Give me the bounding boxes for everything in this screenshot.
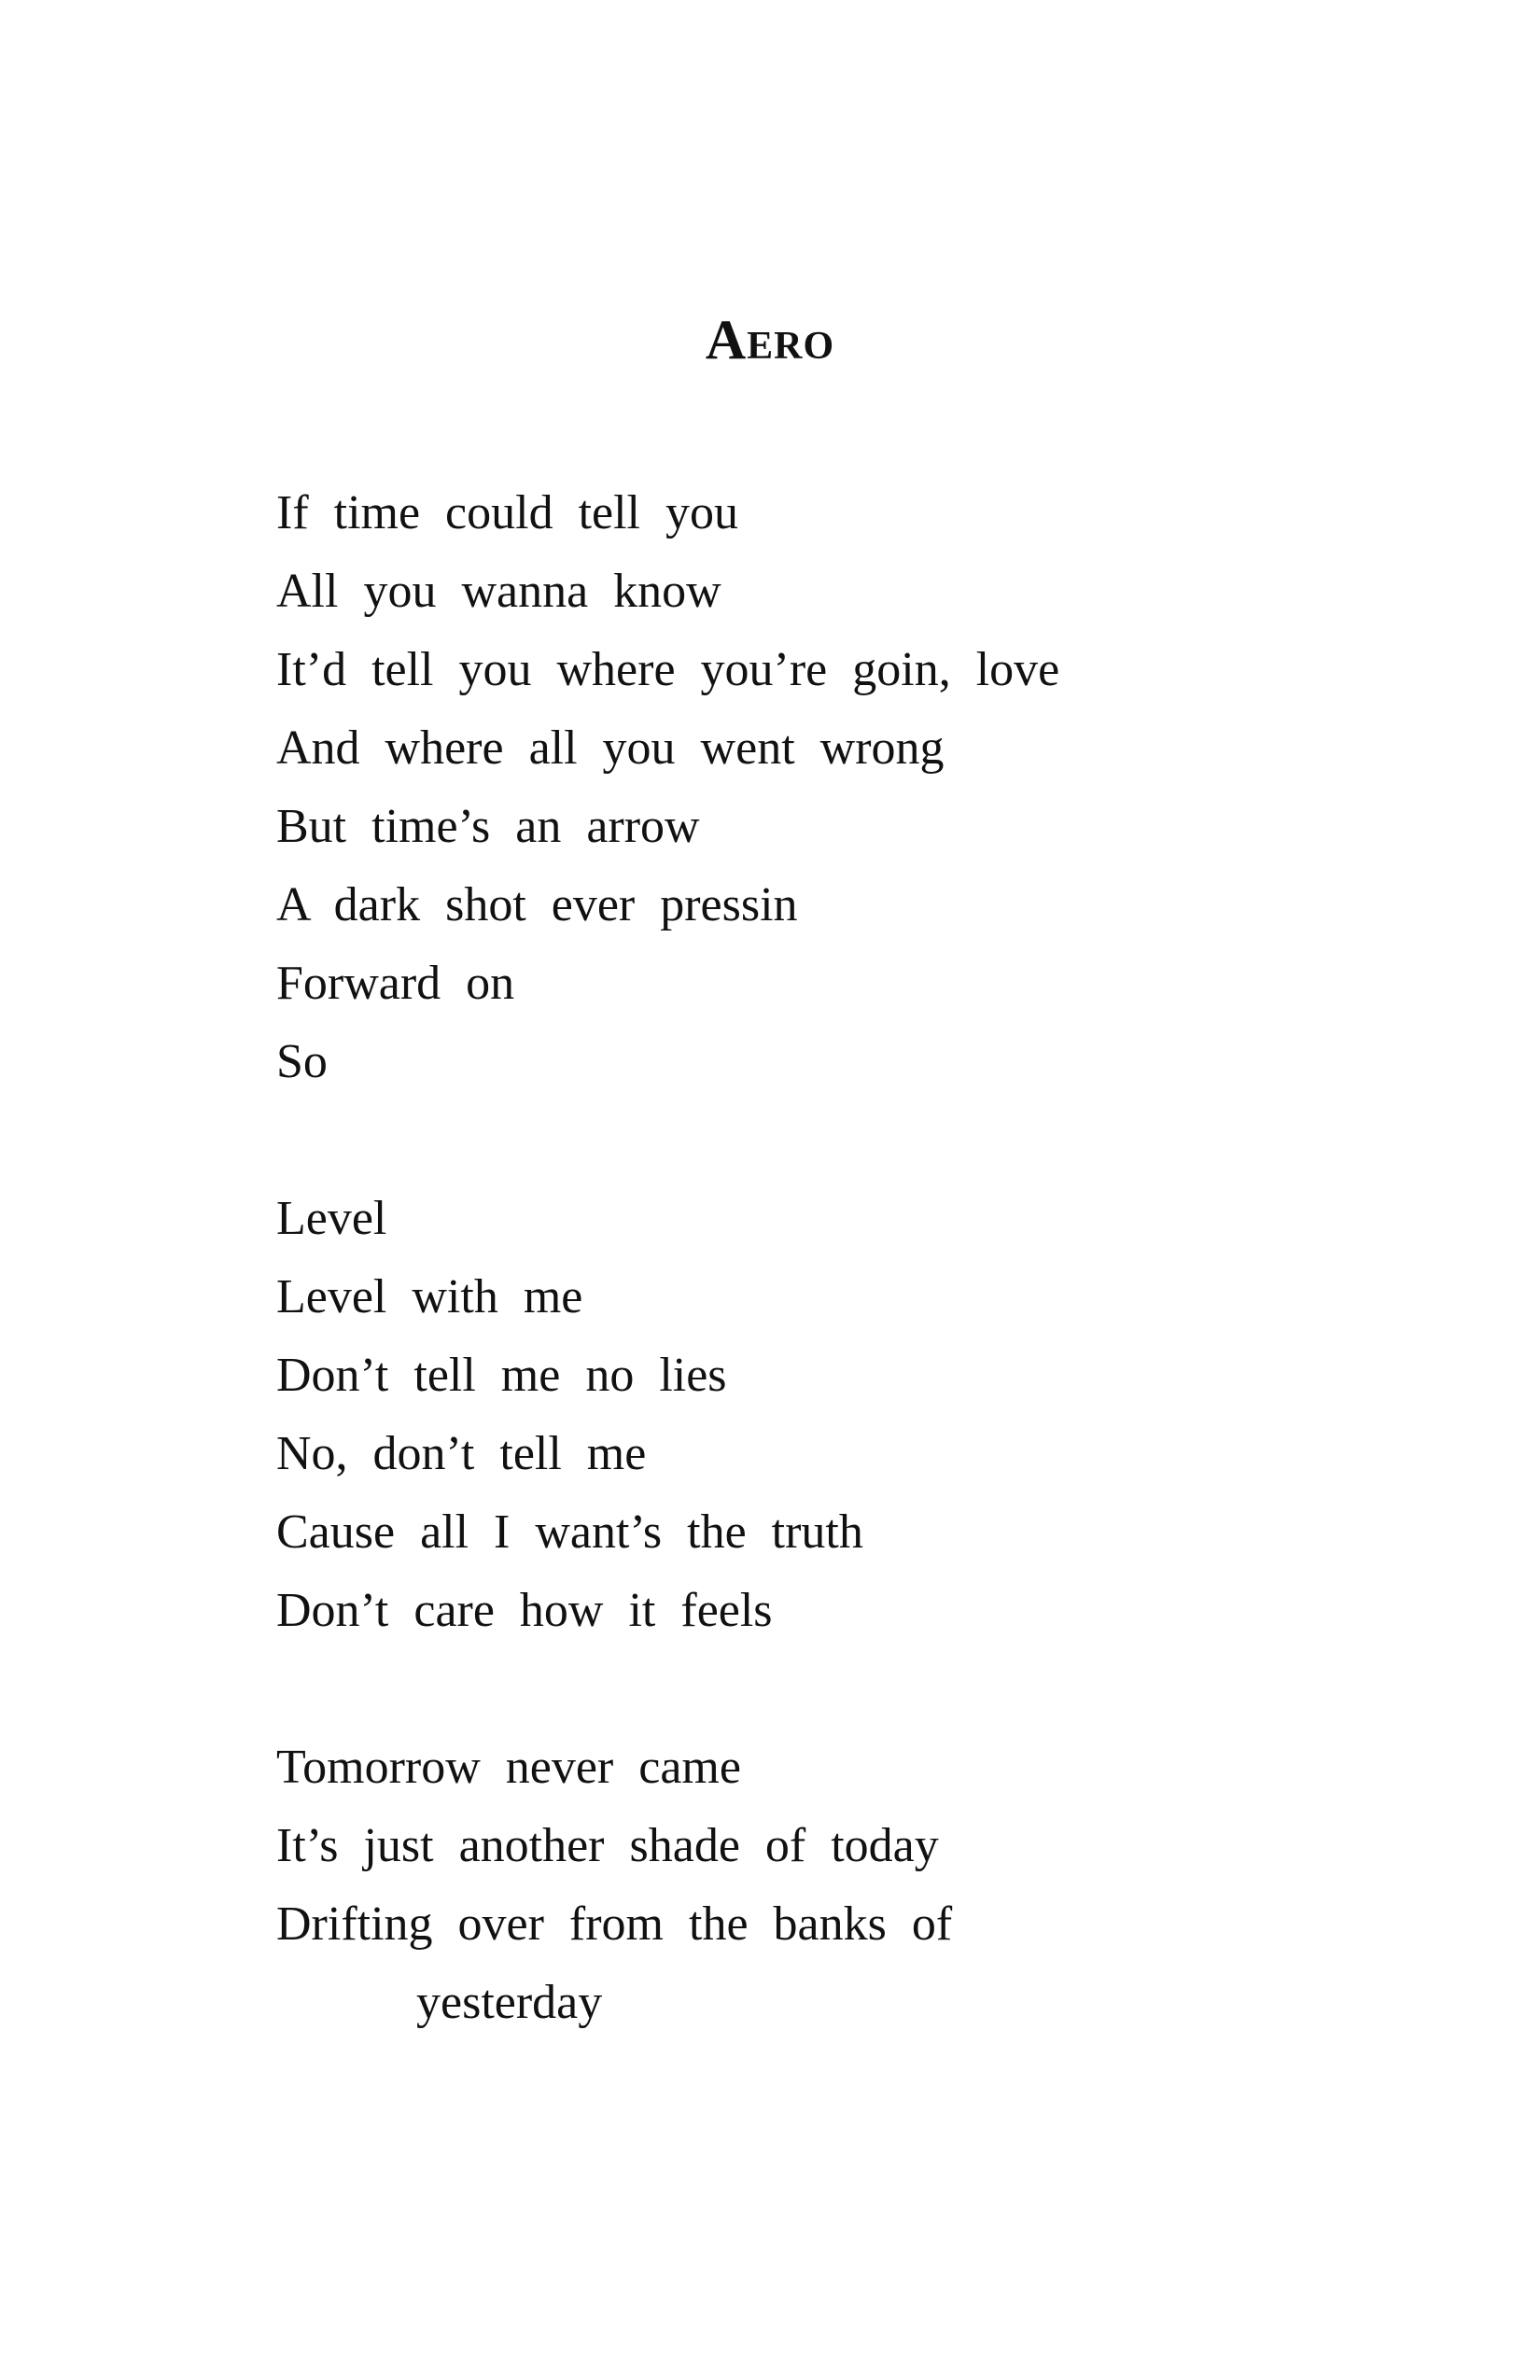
poem-line: Level with me bbox=[276, 1270, 583, 1323]
stanza-1 bbox=[276, 474, 1490, 1101]
poem-line: Drifting over from the banks of bbox=[276, 1897, 953, 1951]
poem-title: Aero bbox=[705, 309, 835, 371]
stanza-3 bbox=[276, 1729, 1490, 2042]
poem-line: If time could tell you bbox=[276, 486, 739, 539]
poem-line: And where all you went wrong bbox=[276, 721, 945, 775]
poem-line: But time’s an arrow bbox=[276, 800, 700, 853]
poem-line: A dark shot ever pressin bbox=[276, 878, 798, 931]
poem-line: Cause all I want’s the truth bbox=[276, 1505, 863, 1559]
poem-body bbox=[276, 474, 1490, 2121]
poem-line: So bbox=[276, 1035, 328, 1088]
poem-line: It’d tell you where you’re goin, love bbox=[276, 643, 1060, 696]
poem-line: All you wanna know bbox=[276, 565, 721, 618]
stanza-2 bbox=[276, 1180, 1490, 1650]
poem-line: It’s just another shade of today bbox=[276, 1819, 939, 1872]
poem-line: Forward on bbox=[276, 957, 515, 1010]
poem-line: Tomorrow never came bbox=[276, 1741, 741, 1794]
poem-line: Don’t care how it feels bbox=[276, 1584, 773, 1637]
poem-line: No, don’t tell me bbox=[276, 1427, 647, 1480]
poem-line-continuation: yesterday bbox=[416, 1976, 603, 2029]
poem-line: Don’t tell me no lies bbox=[276, 1349, 727, 1402]
poem-line: Level bbox=[276, 1192, 387, 1245]
